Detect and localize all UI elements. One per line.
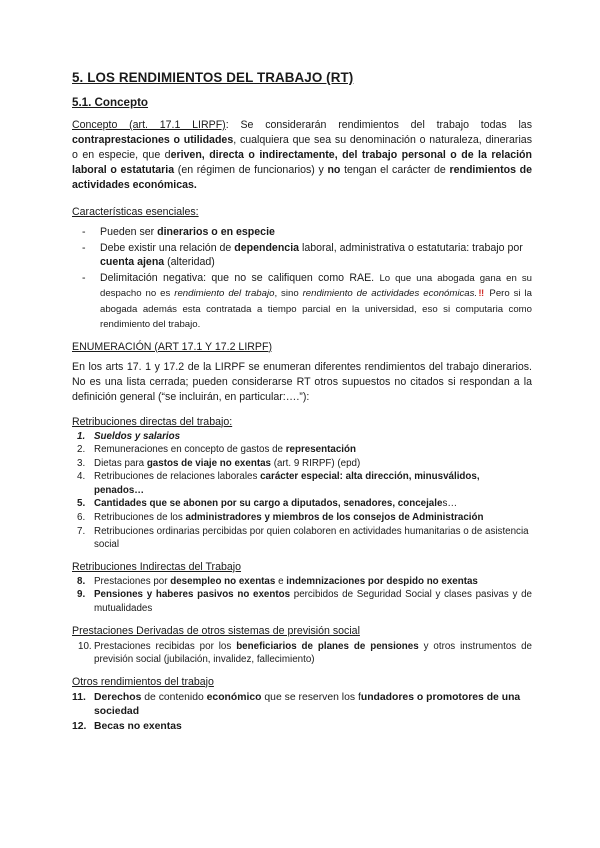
list-item: 12. Becas no exentas (72, 720, 182, 732)
list-item: 8. Prestaciones por desempleo no exentas e indemnizaciones por despido no exentas (77, 575, 478, 587)
indirectas-heading: Retribuciones Indirectas del Trabajo (72, 560, 242, 573)
prestaciones-list (72, 640, 532, 667)
warning-icon: ‼ (477, 288, 486, 299)
list-item: 6. Retribuciones de los administradores y miembros de los consejos de Administración (77, 512, 484, 524)
list-item: 2. Remuneraciones en concepto de gastos de representación (77, 444, 356, 456)
indirectas-list (72, 575, 532, 616)
otros-list (72, 691, 532, 735)
enumeracion-heading: ENUMERACIÓN (ART 17.1 Y 17.2 LIRPF) (72, 340, 272, 353)
list-item: 11. Derechos de contenido económico que se reserven los fundadores o promotores de una sociedad (72, 691, 521, 718)
list-item: 5. Cantidades que se abonen por su cargo a diputados, senadores, concejales… (77, 498, 458, 510)
section-subtitle: 5.1. Concepto (72, 96, 149, 109)
page-title: 5. LOS RENDIMIENTOS DEL TRABAJO (RT) (72, 70, 354, 85)
directas-heading: Retribuciones directas del trabajo: (72, 415, 233, 428)
prestaciones-heading: Prestaciones Derivadas de otros sistemas de previsión social (72, 624, 360, 637)
list-item: - Delimitación negativa: que no se califiquen como RAE. Lo que una abogada gana en su despacho no es rendimiento del trabajo, sino rendimiento de actividades económicas.‼ Pero si la abogada además esta contratada a tiempo parcial en la universidad, eso si computaria como rendimiento del trabajo. (82, 271, 532, 330)
list-item: - Pueden ser dinerarios o en especie (82, 226, 275, 238)
list-item: 4. Retribuciones de relaciones laborales carácter especial: alta dirección, minusválidos, penados… (77, 471, 480, 496)
list-item: 7. Retribuciones ordinarias percibidas por quien colaboren en actividades humanitarias o de asistencia social (77, 525, 529, 551)
list-item: - Debe existir una relación de dependencia laboral, administrativa o estatutaria: trabajo por cuenta ajena (alteridad) (82, 241, 523, 268)
document-page (72, 70, 532, 734)
directas-list (72, 430, 532, 552)
list-item: 9. Pensiones y haberes pasivos no exentos percibidos de Seguridad Social y clases pasivas y de mutualidades (77, 589, 532, 615)
list-item: 1. Sueldos y salarios (77, 430, 181, 442)
list-item: 3. Dietas para gastos de viaje no exentas (art. 9 RIRPF) (epd) (77, 457, 361, 469)
caracteristicas-heading: Características esenciales: (72, 206, 199, 218)
list-item: 10. Prestaciones recibidas por los beneficiarios de planes de pensiones y otros instrumentos de previsión social (jubilación, invalidez, fallecimiento) (78, 640, 532, 666)
caracteristicas-list (72, 225, 532, 333)
concepto-label: Concepto (art. 17.1 LIRPF) (72, 119, 226, 131)
enumeracion-text: En los arts 17. 1 y 17.2 de la LIRPF se enumeran diferentes rendimientos del trabajo dinerarios. No es una lista cerrada; pueden considerarse RT otros supuestos no citados si respondan a la definición general (“se incluirán, en particular:….”): (72, 360, 532, 403)
concepto-paragraph: Concepto (art. 17.1 LIRPF): Se considerarán rendimientos del trabajo todas las contraprestaciones o utilidades, cualquiera que sea su denominación o naturaleza, dinerarias o en especie, que deriven, directa o indirectamente, del trabajo personal o de la relación laboral o estatutaria (en régimen de funcionarios) y no tengan el carácter de rendimientos de actividades económicas. (72, 119, 532, 191)
otros-heading: Otros rendimientos del trabajo (72, 675, 214, 688)
